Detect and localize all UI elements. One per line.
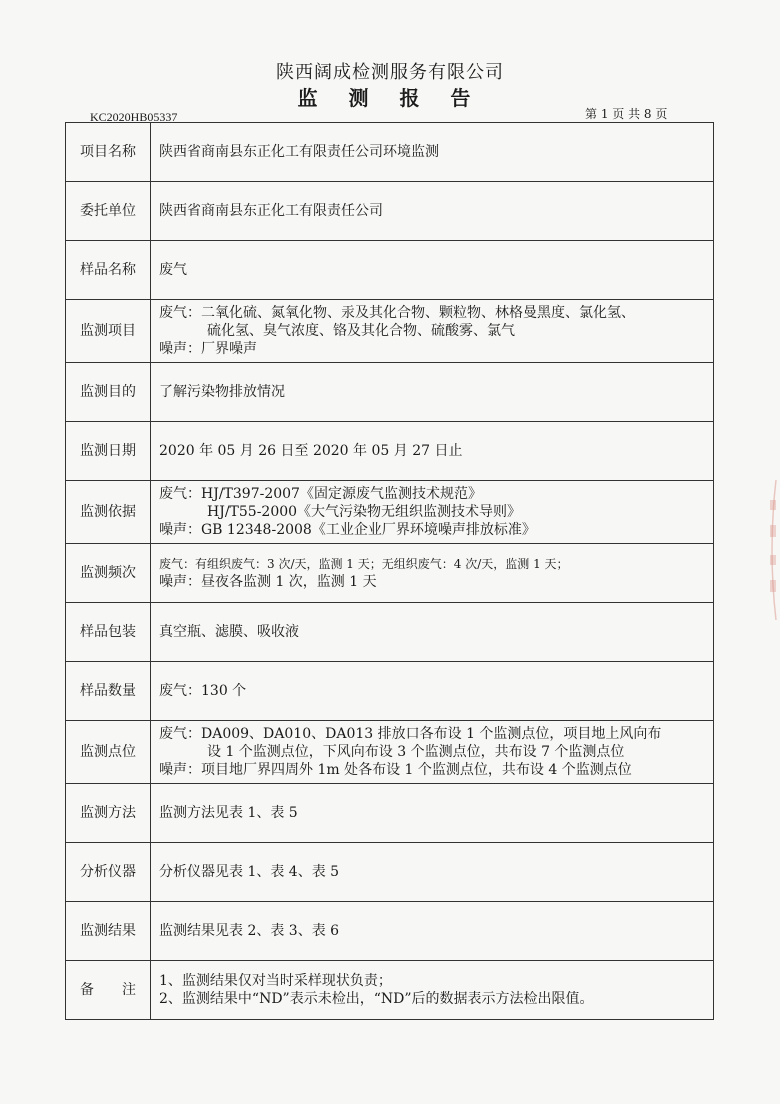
- table-row: [66, 721, 714, 784]
- row-label-basis: 监测依据: [66, 481, 151, 544]
- table-row: [66, 603, 714, 662]
- seal-stamp-edge: [762, 480, 780, 620]
- row-label-purpose: 监测目的: [66, 363, 151, 422]
- value-line: 监测结果见表 2、表 3、表 6: [159, 923, 340, 939]
- table-row: [66, 241, 714, 300]
- value-line: 2020 年 05 月 26 日至 2020 年 05 月 27 日止: [159, 443, 463, 459]
- value-line: 废气：二氧化硫、氮氧化物、汞及其化合物、颗粒物、林格曼黑度、氯化氢、: [159, 305, 635, 321]
- table-row: [66, 123, 714, 182]
- row-label-sample-name: 样品名称: [66, 241, 151, 300]
- value-line: 2、监测结果中“ND”表示未检出，“ND”后的数据表示方法检出限值。: [159, 991, 594, 1007]
- value-line: 废气: [159, 262, 187, 278]
- value-line: 噪声：GB 12348-2008《工业企业厂界环境噪声排放标准》: [159, 522, 536, 538]
- value-line: 1、监测结果仅对当时采样现状负责；: [159, 973, 392, 989]
- value-line: 废气：有组织废气：3 次/天，监测 1 天；无组织废气：4 次/天，监测 1 天；: [159, 557, 569, 571]
- value-line: 硫化氢、臭气浓度、铬及其化合物、硫酸雾、氯气: [207, 323, 515, 339]
- row-label-project-name: 项目名称: [66, 123, 151, 182]
- row-value-instrument: [151, 843, 714, 902]
- value-line: HJ/T55-2000《大气污染物无组织监测技术导则》: [207, 504, 522, 520]
- row-label-method: 监测方法: [66, 784, 151, 843]
- table-row: [66, 544, 714, 603]
- value-line: 了解污染物排放情况: [159, 384, 285, 400]
- row-value-monitoring-items: [151, 300, 714, 363]
- value-line: 真空瓶、滤膜、吸收液: [159, 624, 299, 640]
- value-line: 废气：DA009、DA010、DA013 排放口各布设 1 个监测点位，项目地上风向布: [159, 726, 662, 742]
- company-name: 陕西阔成检测服务有限公司: [276, 62, 504, 83]
- row-label-results: 监测结果: [66, 902, 151, 961]
- value-line: 陕西省商南县东正化工有限责任公司: [159, 203, 383, 219]
- value-line: 陕西省商南县东正化工有限责任公司环境监测: [159, 144, 439, 160]
- page-indicator: 第 1 页 共 8 页: [585, 107, 668, 121]
- row-label-monitoring-items: 监测项目: [66, 300, 151, 363]
- row-value-sample-name: [151, 241, 714, 300]
- row-label-points: 监测点位: [66, 721, 151, 784]
- value-line: 废气：HJ/T397-2007《固定源废气监测技术规范》: [159, 486, 482, 502]
- row-value-frequency: [151, 544, 714, 603]
- table-row: [66, 662, 714, 721]
- row-value-points: [151, 721, 714, 784]
- row-label-instrument: 分析仪器: [66, 843, 151, 902]
- table-row: [66, 422, 714, 481]
- row-label-date: 监测日期: [66, 422, 151, 481]
- value-line: 噪声：项目地厂界四周外 1m 处各布设 1 个监测点位，共布设 4 个监测点位: [159, 762, 632, 778]
- row-label-packaging: 样品包装: [66, 603, 151, 662]
- row-label-remarks: 备 注: [66, 961, 151, 1020]
- row-value-results: [151, 902, 714, 961]
- table-row: [66, 784, 714, 843]
- report-info-table: [65, 122, 714, 1020]
- document-title: 监 测 报 告: [297, 86, 483, 110]
- value-line: 噪声：昼夜各监测 1 次，监测 1 天: [159, 574, 377, 590]
- row-value-basis: [151, 481, 714, 544]
- row-value-method: [151, 784, 714, 843]
- row-value-client: [151, 182, 714, 241]
- row-value-purpose: [151, 363, 714, 422]
- row-value-packaging: [151, 603, 714, 662]
- row-value-project-name: [151, 123, 714, 182]
- row-label-client: 委托单位: [66, 182, 151, 241]
- table-row: [66, 300, 714, 363]
- row-value-remarks: [151, 961, 714, 1020]
- table-row: [66, 363, 714, 422]
- table-row: [66, 182, 714, 241]
- table-row: [66, 481, 714, 544]
- row-value-quantity: [151, 662, 714, 721]
- value-line: 噪声：厂界噪声: [159, 341, 257, 357]
- row-value-date: [151, 422, 714, 481]
- report-number: KC2020HB05337: [90, 110, 178, 124]
- row-label-quantity: 样品数量: [66, 662, 151, 721]
- seal-stamp-icon: [762, 480, 780, 620]
- row-label-frequency: 监测频次: [66, 544, 151, 603]
- table-row: [66, 961, 714, 1020]
- value-line: 分析仪器见表 1、表 4、表 5: [159, 864, 340, 880]
- table-row: [66, 843, 714, 902]
- table-row: [66, 902, 714, 961]
- value-line: 监测方法见表 1、表 5: [159, 805, 298, 821]
- value-line: 废气：130 个: [159, 683, 247, 699]
- value-line: 设 1 个监测点位，下风向布设 3 个监测点位，共布设 7 个监测点位: [207, 744, 625, 760]
